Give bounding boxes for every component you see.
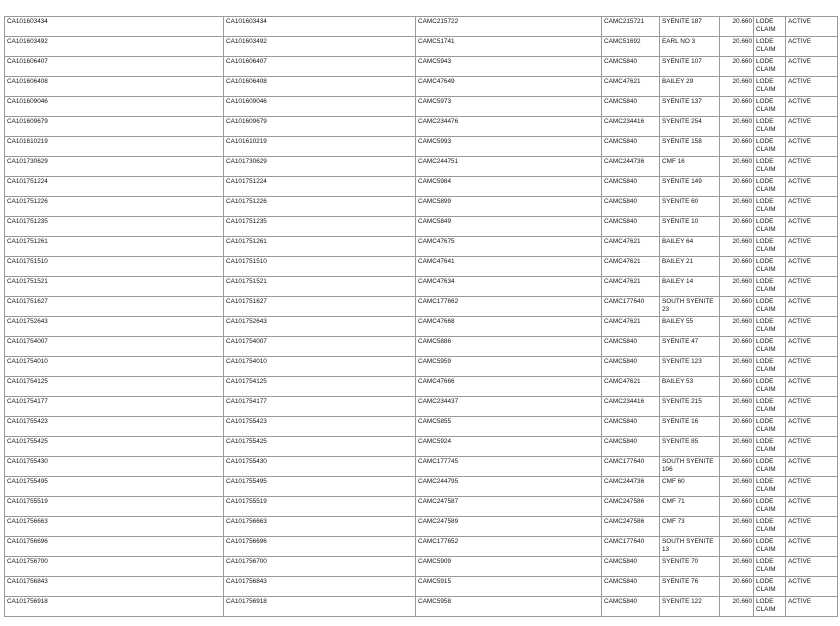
case-file-cell: CAMC5840 [602,57,660,77]
status-cell: ACTIVE [786,337,838,357]
case-file-cell: CAMC5840 [602,357,660,377]
legacy-serial-cell: CA101751224 [224,177,416,197]
table-row [5,157,838,177]
legacy-serial-cell: CA101755425 [224,437,416,457]
lead-file-cell: CAMC5958 [416,597,602,617]
case-file-cell: CAMC47621 [602,237,660,257]
claim-type-cell: LODE CLAIM [754,357,786,377]
serial-number-cell: CA101751521 [5,277,224,297]
status-cell: ACTIVE [786,37,838,57]
lead-file-cell: CAMC234437 [416,397,602,417]
claim-name-cell: BAILEY 14 [660,277,720,297]
case-file-cell: CAMC5840 [602,597,660,617]
status-cell: ACTIVE [786,517,838,537]
claim-name-cell: SOUTH SYENITE 23 [660,297,720,317]
legacy-serial-cell: CA101610219 [224,137,416,157]
acreage-cell: 20.660 [720,357,754,377]
claim-type-cell: LODE CLAIM [754,237,786,257]
status-cell: ACTIVE [786,177,838,197]
acreage-cell: 20.660 [720,297,754,317]
status-cell: ACTIVE [786,437,838,457]
serial-number-cell: CA101606407 [5,57,224,77]
status-cell: ACTIVE [786,417,838,437]
claim-name-cell: SYENITE 122 [660,597,720,617]
acreage-cell: 20.660 [720,137,754,157]
legacy-serial-cell: CA101756843 [224,577,416,597]
table-row [5,77,838,97]
case-file-cell: CAMC5840 [602,437,660,457]
table-row [5,57,838,77]
lead-file-cell: CAMC47649 [416,77,602,97]
status-cell: ACTIVE [786,97,838,117]
table-row [5,217,838,237]
serial-number-cell: CA101751510 [5,257,224,277]
serial-number-cell: CA101609679 [5,117,224,137]
lead-file-cell: CAMC244751 [416,157,602,177]
legacy-serial-cell: CA101755495 [224,477,416,497]
serial-number-cell: CA101755519 [5,497,224,517]
claim-type-cell: LODE CLAIM [754,37,786,57]
lead-file-cell: CAMC5959 [416,357,602,377]
claim-type-cell: LODE CLAIM [754,177,786,197]
table-row [5,137,838,157]
claim-type-cell: LODE CLAIM [754,457,786,477]
serial-number-cell: CA101606408 [5,77,224,97]
legacy-serial-cell: CA101756696 [224,537,416,557]
case-file-cell: CAMC177640 [602,297,660,317]
table-row [5,517,838,537]
claim-type-cell: LODE CLAIM [754,397,786,417]
serial-number-cell: CA101751627 [5,297,224,317]
table-row [5,477,838,497]
status-cell: ACTIVE [786,257,838,277]
legacy-serial-cell: CA101752643 [224,317,416,337]
status-cell: ACTIVE [786,457,838,477]
case-file-cell: CAMC5840 [602,557,660,577]
acreage-cell: 20.660 [720,417,754,437]
status-cell: ACTIVE [786,557,838,577]
case-file-cell: CAMC47621 [602,317,660,337]
claim-name-cell: SYENITE 70 [660,557,720,577]
claim-name-cell: SOUTH SYENITE 106 [660,457,720,477]
table-row [5,457,838,477]
lead-file-cell: CAMC247589 [416,517,602,537]
acreage-cell: 20.660 [720,557,754,577]
table-row [5,417,838,437]
claim-name-cell: SYENITE 158 [660,137,720,157]
legacy-serial-cell: CA101751261 [224,237,416,257]
acreage-cell: 20.660 [720,197,754,217]
serial-number-cell: CA101751235 [5,217,224,237]
case-file-cell: CAMC244736 [602,477,660,497]
case-file-cell: CAMC247586 [602,497,660,517]
lead-file-cell: CAMC5849 [416,217,602,237]
acreage-cell: 20.660 [720,37,754,57]
case-file-cell: CAMC247586 [602,517,660,537]
lead-file-cell: CAMC177745 [416,457,602,477]
acreage-cell: 20.660 [720,577,754,597]
serial-number-cell: CA101751261 [5,237,224,257]
lead-file-cell: CAMC5993 [416,137,602,157]
legacy-serial-cell: CA101751521 [224,277,416,297]
case-file-cell: CAMC234416 [602,397,660,417]
table-row [5,97,838,117]
case-file-cell: CAMC5840 [602,217,660,237]
acreage-cell: 20.660 [720,237,754,257]
status-cell: ACTIVE [786,297,838,317]
lead-file-cell: CAMC5886 [416,337,602,357]
serial-number-cell: CA101756918 [5,597,224,617]
case-file-cell: CAMC51692 [602,37,660,57]
claim-type-cell: LODE CLAIM [754,477,786,497]
case-file-cell: CAMC5840 [602,177,660,197]
serial-number-cell: CA101756700 [5,557,224,577]
claim-type-cell: LODE CLAIM [754,517,786,537]
acreage-cell: 20.660 [720,257,754,277]
lead-file-cell: CAMC244795 [416,477,602,497]
serial-number-cell: CA101609046 [5,97,224,117]
claim-type-cell: LODE CLAIM [754,597,786,617]
table-row [5,37,838,57]
legacy-serial-cell: CA101754177 [224,397,416,417]
table-row [5,577,838,597]
claims-table-body [5,17,838,617]
table-row [5,597,838,617]
acreage-cell: 20.660 [720,17,754,37]
acreage-cell: 20.660 [720,437,754,457]
status-cell: ACTIVE [786,277,838,297]
legacy-serial-cell: CA101609046 [224,97,416,117]
claim-type-cell: LODE CLAIM [754,577,786,597]
case-file-cell: CAMC234416 [602,117,660,137]
serial-number-cell: CA101756696 [5,537,224,557]
lead-file-cell: CAMC47666 [416,377,602,397]
claim-type-cell: LODE CLAIM [754,117,786,137]
serial-number-cell: CA101755430 [5,457,224,477]
acreage-cell: 20.660 [720,277,754,297]
claim-name-cell: SYENITE 123 [660,357,720,377]
serial-number-cell: CA101755425 [5,437,224,457]
claim-name-cell: SYENITE 137 [660,97,720,117]
case-file-cell: CAMC215721 [602,17,660,37]
lead-file-cell: CAMC5973 [416,97,602,117]
claim-name-cell: SYENITE 187 [660,17,720,37]
serial-number-cell: CA101755495 [5,477,224,497]
acreage-cell: 20.660 [720,517,754,537]
legacy-serial-cell: CA101751235 [224,217,416,237]
legacy-serial-cell: CA101603492 [224,37,416,57]
claim-name-cell: BAILEY 21 [660,257,720,277]
legacy-serial-cell: CA101756663 [224,517,416,537]
legacy-serial-cell: CA101606407 [224,57,416,77]
lead-file-cell: CAMC247587 [416,497,602,517]
table-row [5,17,838,37]
claim-name-cell: CMF 60 [660,477,720,497]
table-row [5,557,838,577]
case-file-cell: CAMC5840 [602,417,660,437]
lead-file-cell: CAMC177652 [416,537,602,557]
serial-number-cell: CA101751226 [5,197,224,217]
claim-name-cell: CMF 16 [660,157,720,177]
acreage-cell: 20.660 [720,177,754,197]
lead-file-cell: CAMC5855 [416,417,602,437]
status-cell: ACTIVE [786,577,838,597]
claim-type-cell: LODE CLAIM [754,157,786,177]
legacy-serial-cell: CA101755519 [224,497,416,517]
acreage-cell: 20.660 [720,77,754,97]
lead-file-cell: CAMC215722 [416,17,602,37]
acreage-cell: 20.660 [720,57,754,77]
status-cell: ACTIVE [786,217,838,237]
claim-type-cell: LODE CLAIM [754,57,786,77]
lead-file-cell: CAMC5984 [416,177,602,197]
claim-type-cell: LODE CLAIM [754,337,786,357]
case-file-cell: CAMC5840 [602,577,660,597]
table-row [5,397,838,417]
status-cell: ACTIVE [786,117,838,137]
status-cell: ACTIVE [786,377,838,397]
case-file-cell: CAMC47621 [602,277,660,297]
claim-name-cell: BAILEY 53 [660,377,720,397]
lead-file-cell: CAMC5943 [416,57,602,77]
status-cell: ACTIVE [786,597,838,617]
table-row [5,537,838,557]
lead-file-cell: CAMC47675 [416,237,602,257]
case-file-cell: CAMC47621 [602,77,660,97]
claim-name-cell: BAILEY 64 [660,237,720,257]
acreage-cell: 20.660 [720,457,754,477]
claim-type-cell: LODE CLAIM [754,557,786,577]
acreage-cell: 20.660 [720,497,754,517]
claim-type-cell: LODE CLAIM [754,277,786,297]
table-row [5,337,838,357]
acreage-cell: 20.660 [720,117,754,137]
acreage-cell: 20.660 [720,317,754,337]
legacy-serial-cell: CA101603434 [224,17,416,37]
acreage-cell: 20.660 [720,377,754,397]
claim-name-cell: SYENITE 149 [660,177,720,197]
lead-file-cell: CAMC47641 [416,257,602,277]
table-row [5,377,838,397]
legacy-serial-cell: CA101754010 [224,357,416,377]
claim-name-cell: SOUTH SYENITE 13 [660,537,720,557]
table-row [5,277,838,297]
case-file-cell: CAMC47621 [602,257,660,277]
lead-file-cell: CAMC5899 [416,197,602,217]
serial-number-cell: CA101755423 [5,417,224,437]
serial-number-cell: CA101730629 [5,157,224,177]
case-file-cell: CAMC47621 [602,377,660,397]
legacy-serial-cell: CA101754007 [224,337,416,357]
claim-type-cell: LODE CLAIM [754,497,786,517]
claim-name-cell: SYENITE 215 [660,397,720,417]
status-cell: ACTIVE [786,137,838,157]
legacy-serial-cell: CA101751627 [224,297,416,317]
table-row [5,117,838,137]
serial-number-cell: CA101754177 [5,397,224,417]
claim-name-cell: SYENITE 10 [660,217,720,237]
claim-name-cell: SYENITE 60 [660,197,720,217]
table-row [5,197,838,217]
claim-type-cell: LODE CLAIM [754,17,786,37]
status-cell: ACTIVE [786,477,838,497]
legacy-serial-cell: CA101754125 [224,377,416,397]
serial-number-cell: CA101754007 [5,337,224,357]
table-row [5,497,838,517]
acreage-cell: 20.660 [720,337,754,357]
acreage-cell: 20.660 [720,97,754,117]
status-cell: ACTIVE [786,157,838,177]
acreage-cell: 20.660 [720,157,754,177]
serial-number-cell: CA101751224 [5,177,224,197]
case-file-cell: CAMC5840 [602,97,660,117]
claim-name-cell: CMF 73 [660,517,720,537]
acreage-cell: 20.660 [720,217,754,237]
claim-name-cell: CMF 71 [660,497,720,517]
claims-table [4,16,838,617]
claim-type-cell: LODE CLAIM [754,97,786,117]
legacy-serial-cell: CA101756700 [224,557,416,577]
lead-file-cell: CAMC47668 [416,317,602,337]
status-cell: ACTIVE [786,77,838,97]
legacy-serial-cell: CA101751510 [224,257,416,277]
status-cell: ACTIVE [786,197,838,217]
serial-number-cell: CA101603492 [5,37,224,57]
claim-name-cell: SYENITE 107 [660,57,720,77]
serial-number-cell: CA101754125 [5,377,224,397]
status-cell: ACTIVE [786,17,838,37]
claim-name-cell: BAILEY 29 [660,77,720,97]
claim-name-cell: SYENITE 16 [660,417,720,437]
claim-type-cell: LODE CLAIM [754,377,786,397]
status-cell: ACTIVE [786,317,838,337]
claim-type-cell: LODE CLAIM [754,317,786,337]
claim-name-cell: BAILEY 55 [660,317,720,337]
case-file-cell: CAMC5840 [602,137,660,157]
status-cell: ACTIVE [786,237,838,257]
lead-file-cell: CAMC5915 [416,577,602,597]
claim-name-cell: SYENITE 47 [660,337,720,357]
claim-type-cell: LODE CLAIM [754,417,786,437]
acreage-cell: 20.660 [720,537,754,557]
lead-file-cell: CAMC47634 [416,277,602,297]
table-row [5,317,838,337]
case-file-cell: CAMC177640 [602,457,660,477]
table-row [5,357,838,377]
case-file-cell: CAMC244736 [602,157,660,177]
acreage-cell: 20.660 [720,597,754,617]
status-cell: ACTIVE [786,497,838,517]
legacy-serial-cell: CA101756918 [224,597,416,617]
table-row [5,237,838,257]
legacy-serial-cell: CA101606408 [224,77,416,97]
claim-type-cell: LODE CLAIM [754,217,786,237]
claim-type-cell: LODE CLAIM [754,537,786,557]
claim-type-cell: LODE CLAIM [754,137,786,157]
serial-number-cell: CA101752643 [5,317,224,337]
claim-name-cell: SYENITE 76 [660,577,720,597]
case-file-cell: CAMC5840 [602,197,660,217]
acreage-cell: 20.660 [720,477,754,497]
table-row [5,297,838,317]
table-row [5,257,838,277]
lead-file-cell: CAMC5909 [416,557,602,577]
lead-file-cell: CAMC234476 [416,117,602,137]
legacy-serial-cell: CA101609679 [224,117,416,137]
serial-number-cell: CA101756843 [5,577,224,597]
acreage-cell: 20.660 [720,397,754,417]
claim-type-cell: LODE CLAIM [754,257,786,277]
claim-type-cell: LODE CLAIM [754,297,786,317]
legacy-serial-cell: CA101730629 [224,157,416,177]
case-file-cell: CAMC5840 [602,337,660,357]
status-cell: ACTIVE [786,397,838,417]
claim-name-cell: EARL NO 3 [660,37,720,57]
legacy-serial-cell: CA101755430 [224,457,416,477]
claim-type-cell: LODE CLAIM [754,437,786,457]
table-row [5,177,838,197]
claim-type-cell: LODE CLAIM [754,77,786,97]
claim-name-cell: SYENITE 85 [660,437,720,457]
serial-number-cell: CA101610219 [5,137,224,157]
claim-type-cell: LODE CLAIM [754,197,786,217]
table-row [5,437,838,457]
serial-number-cell: CA101756663 [5,517,224,537]
serial-number-cell: CA101603434 [5,17,224,37]
legacy-serial-cell: CA101755423 [224,417,416,437]
lead-file-cell: CAMC5924 [416,437,602,457]
legacy-serial-cell: CA101751226 [224,197,416,217]
status-cell: ACTIVE [786,537,838,557]
status-cell: ACTIVE [786,57,838,77]
case-file-cell: CAMC177640 [602,537,660,557]
lead-file-cell: CAMC51741 [416,37,602,57]
serial-number-cell: CA101754010 [5,357,224,377]
lead-file-cell: CAMC177662 [416,297,602,317]
claim-name-cell: SYENITE 254 [660,117,720,137]
status-cell: ACTIVE [786,357,838,377]
